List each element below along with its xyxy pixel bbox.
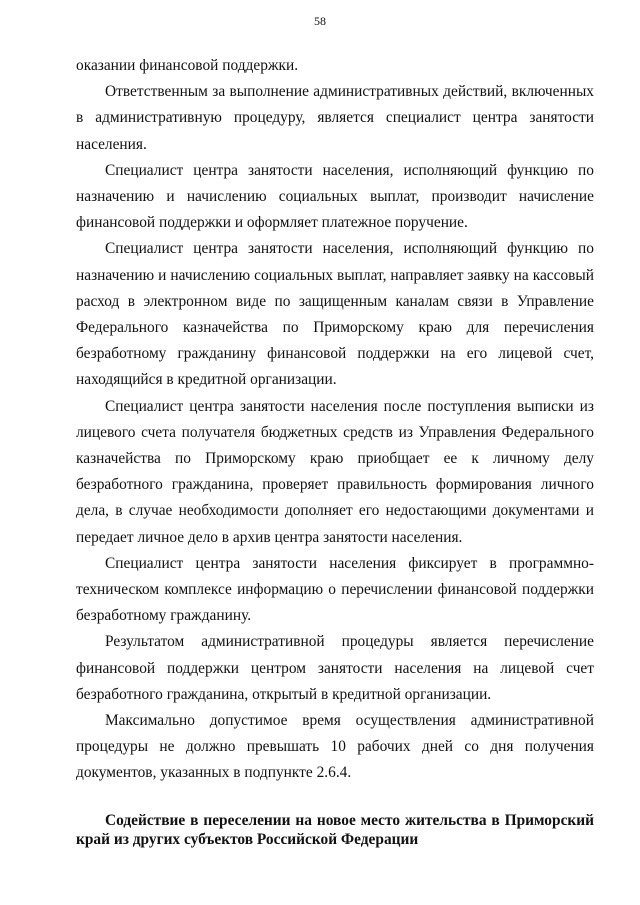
page-number: 58 [314,14,326,28]
document-body [76,53,594,849]
paragraph-cash-request: Специалист центра занятости населения, исполняющий функцию по назначению и начислению социальных выплат, направляет заявку на кассовый расход в электронном виде по защищенным каналам связи в Управление Федерального казначейства по Приморскому краю для перечисления безработному гражданину финансовой поддержки на его лицевой счет, находящийся в кредитной организации. [76,240,594,389]
paragraph-record: Специалист центра занятости населения фиксирует в программно-техническом комплексе информацию о перечислении финансовой поддержки безработному гражданину. [76,554,594,625]
paragraph-calculation: Специалист центра занятости населения, исполняющий функцию по назначению и начислению социальных выплат, производит начисление финансовой поддержки и оформляет платежное поручение. [76,161,594,232]
paragraph-continuation: оказании финансовой поддержки. [76,57,299,74]
paragraph-responsible: Ответственным за выполнение административных действий, включенных в административную процедуру, является специалист центра занятости населения. [76,83,594,153]
paragraph-max-time: Максимально допустимое время осуществления административной процедуры не должно превышать 10 рабочих дней со дня получения документов, указанных в подпункте 2.6.4. [76,712,594,782]
paragraph-statement: Специалист центра занятости населения после поступления выписки из лицевого счета получателя бюджетных средств из Управления Федерального казначейства по Приморскому краю приобщает ее к личному делу безработного гражданина, проверяет правильность формирования личного дела, в случае необходимости дополняет его недостающими документами и передает личное дело в архив центра занятости населения. [76,397,594,546]
section-heading: Содействие в переселении на новое место жительства в Приморский край из других субъектов Российской Федерации [76,811,594,848]
paragraph-result: Результатом административной процедуры является перечисление финансовой поддержки центром занятости населения на лицевой счет безработного гражданина, открытый в кредитной организации. [76,633,594,703]
